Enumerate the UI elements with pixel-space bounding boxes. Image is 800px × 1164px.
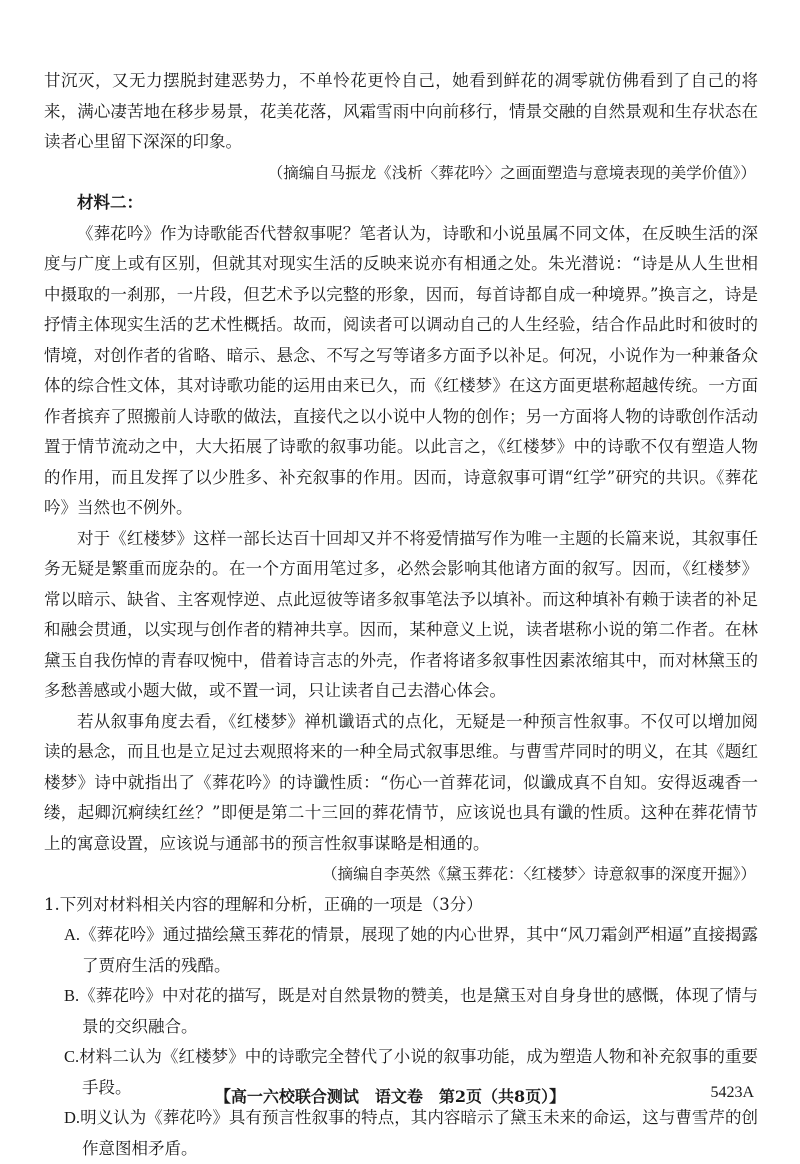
question-1-stem: 1.下列对材料相关内容的理解和分析，正确的一项是（3分） xyxy=(44,894,483,914)
option-text: 材料二认为《红楼梦》中的诗歌完全替代了小说的叙事功能，成为塑造人物和补充叙事的重要手段。 xyxy=(79,1047,758,1097)
page-content xyxy=(44,66,758,1164)
material-2-paragraph: 《葬花吟》作为诗歌能否代替叙事呢？笔者认为，诗歌和小说虽属不同文体，在反映生活的深度与广度上或有区别，但就其对现实生活的反映来说亦有相通之处。朱光潜说：“诗是从人生世相中摄取的一刹那，一片段，但艺术予以完整的形象，因而，每首诗都自成一种境界。”换言之，诗是抒情主体现实生活的艺术性概括。故而，阅读者可以调动自己的人生经验，结合作品此时和彼时的情境，对创作者的省略、暗示、悬念、不写之写等诸多方面予以补足。何况，小说作为一种兼备众体的综合性文体，其对诗歌功能的运用由来已久，而《红楼梦》在这方面更堪称超越传统。一方面作者摈弃了照搬前人诗歌的做法，直接代之以小说中人物的创作；另一方面将人物的诗歌创作活动置于情节流动之中，大大拓展了诗歌的叙事功能。以此言之，《红楼梦》中的诗歌不仅有塑造人物的作用，而且发挥了以少胜多、补充叙事的作用。因而，诗意叙事可谓“红学”研究的共识。《葬花吟》当然也不例外。 xyxy=(44,223,758,517)
source-citation-2: （摘编自李英然《黛玉葬花：〈红楼梦〉诗意叙事的深度开掘》） xyxy=(321,865,756,883)
question-1-option-b xyxy=(44,981,758,1042)
material-2-paragraph: 对于《红楼梦》这样一部长达百十回却又并不将爱情描写作为唯一主题的长篇来说，其叙事任务无疑是繁重而庞杂的。在一个方面用笔过多，必然会影响其他诸方面的叙写。因而，《红楼梦》常以暗示、缺省、主客观悖逆、点此逗彼等诸多叙事笔法予以填补。而这种填补有赖于读者的补足和融会贯通，以实现与创作者的精神共享。因而，某种意义上说，读者堪称小说的第二作者。在林黛玉自我伤悼的青春叹惋中，借着诗言志的外壳，作者将诸多叙事性因素浓缩其中，而对林黛玉的多愁善感或小题大做，或不置一词，只让读者自己去潜心体会。 xyxy=(44,528,758,700)
option-text: 《葬花吟》中对花的描写，既是对自然景物的赞美，也是黛玉对自身身世的感慨，体现了情与景的交织融合。 xyxy=(79,986,758,1036)
option-text: 明义认为《葬花吟》具有预言性叙事的特点，其内容暗示了黛玉未来的命运，这与曹雪芹的创作意图相矛盾。 xyxy=(80,1108,758,1158)
option-label: B. xyxy=(64,986,80,1005)
page-footer xyxy=(0,1084,800,1112)
footer-paper-code: 5423A xyxy=(710,1084,754,1101)
material-2-heading: 材料二： xyxy=(77,193,143,212)
footer-exam-title: 【高一六校联合测试 语文卷 第2页（共8页）】 xyxy=(214,1087,566,1106)
option-label: A. xyxy=(64,925,81,944)
source-citation-1: （摘编自马振龙《浅析〈葬花吟〉之画面塑造与意境表现的美学价值》） xyxy=(267,163,756,182)
material-2-paragraph: 若从叙事角度去看，《红楼梦》禅机谶语式的点化，无疑是一种预言性叙事。不仅可以增加阅读的悬念，而且也是立足过去观照将来的一种全局式叙事思维。与曹雪芹同时的明义，在其《题红楼梦》诗中就指出了《葬花吟》的诗谶性质：“伤心一首葬花词，似谶成真不自知。安得返魂香一缕，起卿沉痾续红丝？”即便是第二十三回的葬花情节，应该说也具有谶的性质。这种在葬花情节上的寓意设置，应该说与通部书的预言性叙事谋略是相通的。 xyxy=(44,711,758,853)
question-1-option-d xyxy=(44,1103,758,1164)
option-text: 《葬花吟》通过描绘黛玉葬花的情景，展现了她的内心世界，其中“风刀霜剑严相逼”直接揭露了贾府生活的残酷。 xyxy=(80,925,758,975)
option-label: D. xyxy=(64,1108,81,1127)
question-1-option-a xyxy=(44,920,758,981)
continued-paragraph: 甘沉灭，又无力摆脱封建恶势力，不单怜花更怜自己，她看到鲜花的凋零就仿佛看到了自己的将来，满心凄苦地在移步易景，花美花落，风霜雪雨中向前移行，情景交融的自然景观和生存状态在读者心里留下深深的印象。 xyxy=(44,71,758,151)
option-label: C. xyxy=(64,1047,80,1066)
